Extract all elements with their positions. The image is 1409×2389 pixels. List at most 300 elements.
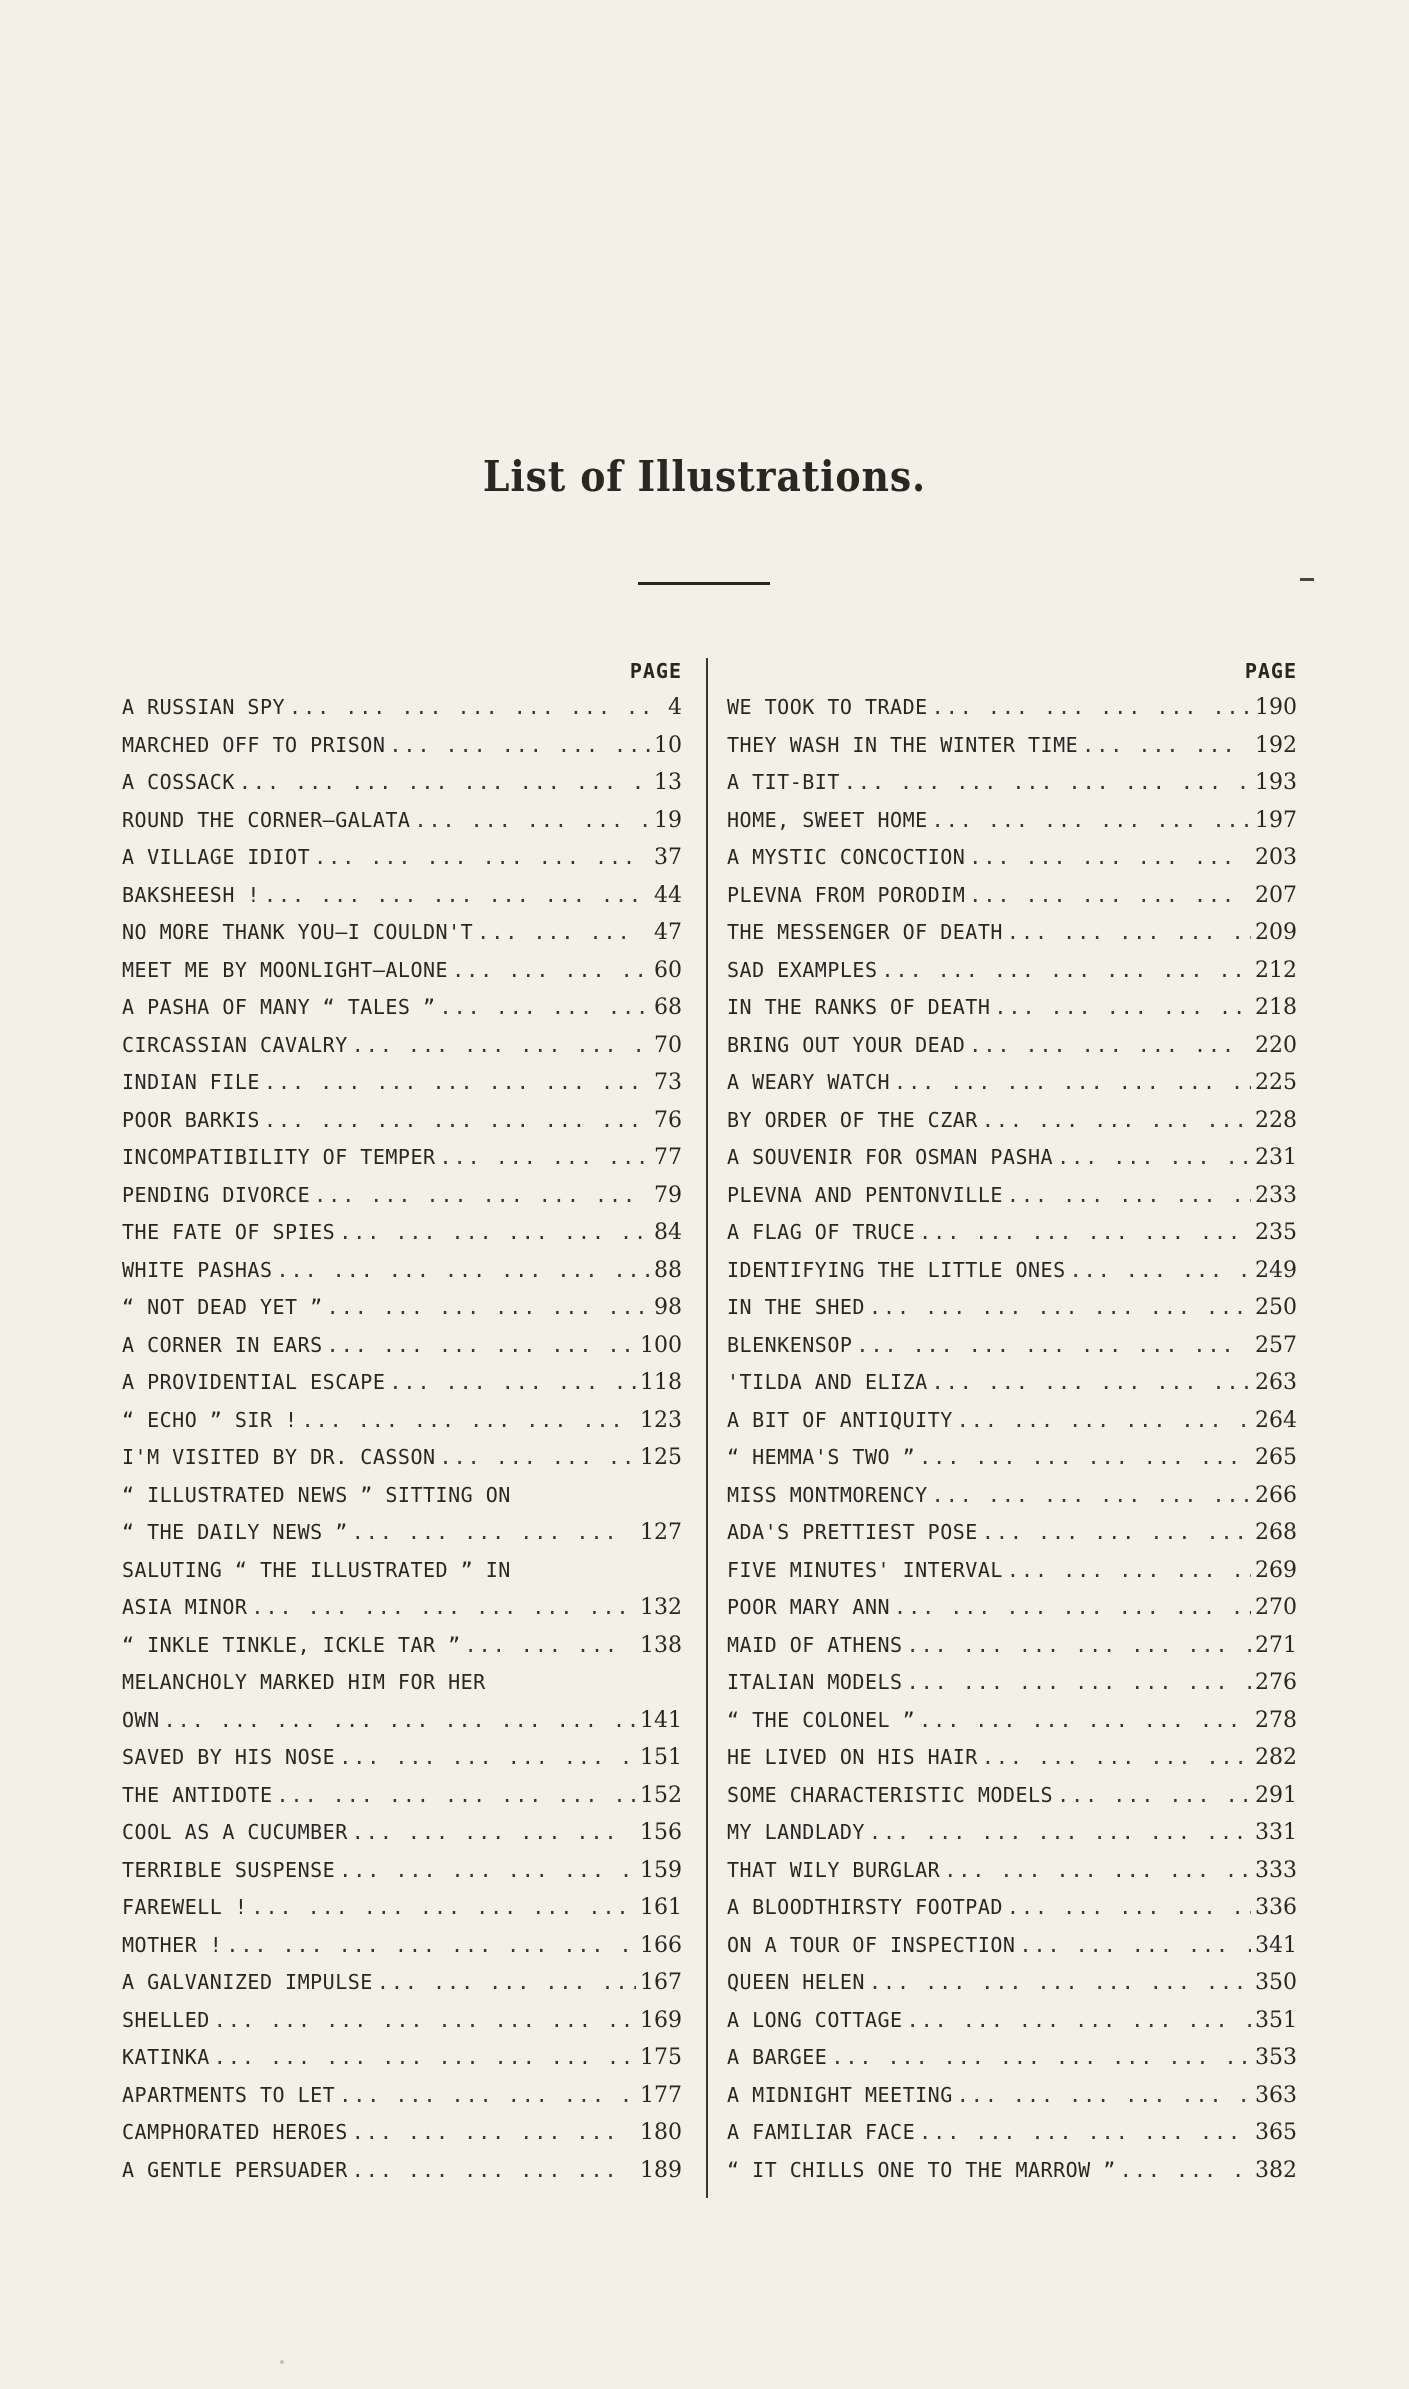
list-item xyxy=(727,1889,1297,1927)
illustration-title: IN THE SHED xyxy=(727,1295,865,1319)
page-number: 118 xyxy=(640,1370,682,1395)
dot-leader xyxy=(251,1589,636,1627)
list-item xyxy=(122,2114,682,2152)
page-number: 228 xyxy=(1255,1107,1297,1133)
illustration-title: A FLAG OF TRUCE xyxy=(727,1220,916,1244)
illustration-title: “ THE COLONEL ” xyxy=(727,1707,916,1732)
dot-leader xyxy=(831,2039,1251,2077)
list-item xyxy=(727,2002,1297,2040)
list-item xyxy=(727,1102,1297,1140)
page-number: 257 xyxy=(1255,1332,1297,1358)
illustration-title: HE LIVED ON HIS HAIR xyxy=(727,1745,978,1769)
illustration-title: WE TOOK TO TRADE xyxy=(727,695,928,719)
list-item xyxy=(122,689,682,727)
dot-leader xyxy=(994,989,1251,1027)
list-item xyxy=(122,839,682,877)
illustration-title: A WEARY WATCH xyxy=(727,1070,891,1094)
paper-speck xyxy=(280,2360,284,2364)
dot-leader xyxy=(289,689,654,727)
illustration-title: MAID OF ATHENS xyxy=(727,1632,903,1657)
dot-leader xyxy=(339,2077,636,2115)
dot-leader xyxy=(969,839,1251,877)
list-item xyxy=(122,1327,682,1365)
page-number: 19 xyxy=(654,807,682,833)
illustration-title: SHELLED xyxy=(122,2007,210,2032)
page-number: 70 xyxy=(654,1032,682,1058)
title-rule xyxy=(638,582,770,585)
page-number: 249 xyxy=(1255,1257,1297,1283)
illustration-title: A LONG COTTAGE xyxy=(727,2007,903,2032)
page-number: 123 xyxy=(640,1407,682,1433)
illustration-title: A MIDNIGHT MEETING xyxy=(727,2082,953,2107)
column-divider xyxy=(706,658,708,2198)
page-number: 363 xyxy=(1255,2082,1297,2108)
dot-leader xyxy=(440,1139,650,1177)
page-number: 4 xyxy=(668,695,682,720)
list-item xyxy=(122,952,682,990)
dot-leader xyxy=(919,1702,1251,1740)
dot-leader xyxy=(1019,1927,1251,1965)
illustration-title: 'TILDA AND ELIZA xyxy=(727,1370,928,1394)
illustration-title: THE FATE OF SPIES xyxy=(122,1220,336,1244)
list-item xyxy=(122,1927,682,1965)
page-number: 13 xyxy=(654,770,682,795)
page-number: 270 xyxy=(1255,1595,1297,1620)
page-number: 269 xyxy=(1255,1557,1297,1583)
illustration-title: A SOUVENIR FOR OSMAN PASHA xyxy=(727,1145,1054,1169)
page-number: 365 xyxy=(1255,2120,1297,2145)
dot-leader xyxy=(440,989,650,1027)
illustration-title: POOR MARY ANN xyxy=(727,1595,891,1619)
list-item xyxy=(727,802,1297,840)
page-number: 382 xyxy=(1255,2157,1297,2183)
page-number: 225 xyxy=(1255,1070,1297,1095)
list-item xyxy=(727,1439,1297,1477)
dot-leader xyxy=(164,1702,636,1740)
list-item xyxy=(727,1327,1297,1365)
illustration-title: FAREWELL ! xyxy=(122,1895,248,1919)
dot-leader xyxy=(1007,1177,1251,1215)
illustration-title: “ ILLUSTRATED NEWS ” SITTING ON xyxy=(122,1482,511,1507)
list-item xyxy=(122,764,682,802)
illustration-title: HOME, SWEET HOME xyxy=(727,807,928,832)
list-item xyxy=(727,2077,1297,2115)
page-number: 336 xyxy=(1255,1895,1297,1920)
dot-leader xyxy=(327,1289,650,1327)
dot-leader xyxy=(339,1214,650,1252)
list-item xyxy=(727,2039,1297,2077)
page-number: 268 xyxy=(1255,1520,1297,1545)
list-item xyxy=(727,1589,1297,1627)
illustration-title: “ IT CHILLS ONE TO THE MARROW ” xyxy=(727,2157,1116,2182)
page-number: 250 xyxy=(1255,1295,1297,1320)
illustration-title: INCOMPATIBILITY OF TEMPER xyxy=(122,1145,436,1169)
page-number: 84 xyxy=(654,1220,682,1245)
page-column-header: PAGE xyxy=(629,659,682,683)
page-number: 265 xyxy=(1255,1445,1297,1470)
page-number: 141 xyxy=(640,1707,682,1733)
list-item xyxy=(122,1514,682,1552)
list-item xyxy=(122,1364,682,1402)
list-item xyxy=(122,1664,682,1702)
dot-leader xyxy=(414,802,650,840)
page-number: 76 xyxy=(654,1107,682,1133)
page-number: 156 xyxy=(640,1820,682,1845)
page-number: 282 xyxy=(1255,1745,1297,1770)
page-number: 190 xyxy=(1255,695,1297,720)
dot-leader xyxy=(982,1739,1251,1777)
page-number: 125 xyxy=(640,1445,682,1470)
illustration-title: ROUND THE CORNER—GALATA xyxy=(122,807,411,832)
page-number: 197 xyxy=(1255,807,1297,833)
dot-leader xyxy=(1120,2152,1251,2190)
dot-leader xyxy=(352,1027,650,1065)
page-number: 161 xyxy=(640,1895,682,1920)
page-number: 350 xyxy=(1255,1970,1297,1995)
illustration-title: BAKSHEESH ! xyxy=(122,882,260,907)
illustration-title: TERRIBLE SUSPENSE xyxy=(122,1857,336,1882)
dot-leader xyxy=(264,1064,650,1102)
list-item xyxy=(727,1814,1297,1852)
illustration-title: A BLOODTHIRSTY FOOTPAD xyxy=(727,1895,1003,1919)
page-number: 77 xyxy=(654,1145,682,1170)
list-item xyxy=(122,1739,682,1777)
list-item xyxy=(122,1439,682,1477)
page-number: 231 xyxy=(1255,1145,1297,1170)
page-number: 10 xyxy=(654,732,682,758)
dot-leader xyxy=(377,1964,636,2002)
illustration-title: ON A TOUR OF INSPECTION xyxy=(727,1932,1016,1957)
list-item xyxy=(727,1477,1297,1515)
illustration-title: SAVED BY HIS NOSE xyxy=(122,1745,336,1769)
list-item xyxy=(727,727,1297,765)
dot-leader xyxy=(882,952,1252,990)
dot-leader xyxy=(932,802,1251,840)
page-number: 209 xyxy=(1255,920,1297,945)
dot-leader xyxy=(339,1852,636,1890)
illustration-title: COOL AS A CUCUMBER xyxy=(122,1820,348,1844)
page-number: 218 xyxy=(1255,995,1297,1020)
dot-leader xyxy=(264,877,650,915)
list-item xyxy=(122,1589,682,1627)
list-item xyxy=(122,914,682,952)
dot-leader xyxy=(1007,1889,1251,1927)
illustration-title: A MYSTIC CONCOCTION xyxy=(727,845,966,869)
list-item xyxy=(122,1064,682,1102)
dot-leader xyxy=(277,1252,651,1290)
dot-leader xyxy=(969,1027,1251,1065)
page-number: 220 xyxy=(1255,1032,1297,1058)
list-item xyxy=(727,1027,1297,1065)
illustration-title: IN THE RANKS OF DEATH xyxy=(727,995,991,1019)
list-item xyxy=(727,952,1297,990)
illustration-title: NO MORE THANK YOU—I COULDN'T xyxy=(122,920,474,944)
list-item xyxy=(122,877,682,915)
page-number: 331 xyxy=(1255,1820,1297,1845)
illustration-title: THE MESSENGER OF DEATH xyxy=(727,920,1003,944)
illustration-title: A BARGEE xyxy=(727,2045,828,2069)
list-item xyxy=(727,1739,1297,1777)
list-item xyxy=(122,1102,682,1140)
list-item xyxy=(727,1214,1297,1252)
dot-leader xyxy=(894,1064,1251,1102)
illustration-title: OWN xyxy=(122,1707,160,1732)
dot-leader xyxy=(477,914,650,952)
illustration-title: INDIAN FILE xyxy=(122,1070,260,1094)
list-item xyxy=(727,1402,1297,1440)
page-number: 333 xyxy=(1255,1857,1297,1883)
illustration-title: THE ANTIDOTE xyxy=(122,1782,273,1807)
list-item xyxy=(122,1139,682,1177)
illustration-title: THEY WASH IN THE WINTER TIME xyxy=(727,732,1079,757)
dot-leader xyxy=(957,1402,1251,1440)
page-number: 271 xyxy=(1255,1632,1297,1658)
page-number: 127 xyxy=(640,1520,682,1545)
dot-leader xyxy=(264,1102,650,1140)
page-number: 166 xyxy=(640,1932,682,1958)
list-item xyxy=(122,1964,682,2002)
list-item xyxy=(122,1852,682,1890)
list-item xyxy=(727,764,1297,802)
illustration-title: “ HEMMA'S TWO ” xyxy=(727,1445,916,1469)
page-number: 192 xyxy=(1255,732,1297,758)
dot-leader xyxy=(869,1289,1251,1327)
list-item xyxy=(122,2039,682,2077)
page-number: 264 xyxy=(1255,1407,1297,1433)
dot-leader xyxy=(277,1777,637,1815)
list-item xyxy=(727,1552,1297,1590)
list-item xyxy=(122,1552,682,1590)
page-number: 79 xyxy=(654,1182,682,1208)
illustration-title: MARCHED OFF TO PRISON xyxy=(122,732,386,757)
illustration-title: A FAMILIAR FACE xyxy=(727,2120,916,2144)
list-item xyxy=(122,1702,682,1740)
list-item xyxy=(122,1289,682,1327)
illustration-title: APARTMENTS TO LET xyxy=(122,2082,336,2107)
dot-leader xyxy=(907,1664,1251,1702)
dot-leader xyxy=(1057,1139,1251,1177)
dot-leader xyxy=(389,1364,636,1402)
list-item xyxy=(727,1364,1297,1402)
dot-leader xyxy=(919,1214,1251,1252)
page-number: 152 xyxy=(640,1782,682,1808)
illustration-title: “ NOT DEAD YET ” xyxy=(122,1295,323,1319)
page-number: 233 xyxy=(1255,1182,1297,1208)
illustration-title: A COSSACK xyxy=(122,770,235,794)
illustration-title: ADA'S PRETTIEST POSE xyxy=(727,1520,978,1544)
dot-leader xyxy=(982,1102,1251,1140)
dot-leader xyxy=(969,877,1251,915)
illustration-title: “ INKLE TINKLE, ICKLE TAR ” xyxy=(122,1632,461,1657)
page-number: 169 xyxy=(640,2007,682,2033)
list-item xyxy=(727,1927,1297,1965)
illustration-title: A GALVANIZED IMPULSE xyxy=(122,1970,373,1994)
list-item xyxy=(122,989,682,1027)
list-item xyxy=(727,839,1297,877)
illustration-title: ASIA MINOR xyxy=(122,1595,248,1619)
list-item xyxy=(727,1139,1297,1177)
list-item xyxy=(727,1289,1297,1327)
page-number: 138 xyxy=(640,1632,682,1658)
list-item xyxy=(122,1027,682,1065)
page-number: 353 xyxy=(1255,2045,1297,2070)
page-number: 177 xyxy=(640,2082,682,2108)
dot-leader xyxy=(302,1402,636,1440)
illustration-title: MELANCHOLY MARKED HIM FOR HER xyxy=(122,1670,486,1694)
illustration-title: I'M VISITED BY DR. CASSON xyxy=(122,1445,436,1469)
illustration-title: MOTHER ! xyxy=(122,1932,223,1957)
illustration-title: A CORNER IN EARS xyxy=(122,1332,323,1357)
dot-leader xyxy=(251,1889,636,1927)
list-item xyxy=(122,1214,682,1252)
illustration-title: CIRCASSIAN CAVALRY xyxy=(122,1032,348,1057)
list-item xyxy=(727,914,1297,952)
list-item xyxy=(727,1852,1297,1890)
list-item xyxy=(122,1627,682,1665)
list-item xyxy=(727,1514,1297,1552)
illustration-title: KATINKA xyxy=(122,2045,210,2069)
dot-leader xyxy=(944,1852,1251,1890)
list-item xyxy=(122,727,682,765)
list-item xyxy=(122,1777,682,1815)
illustration-title: SOME CHARACTERISTIC MODELS xyxy=(727,1782,1054,1807)
list-item xyxy=(727,1177,1297,1215)
dot-leader xyxy=(856,1327,1251,1365)
list-item xyxy=(122,802,682,840)
list-item xyxy=(727,1627,1297,1665)
dot-leader xyxy=(327,1327,636,1365)
page-number: 167 xyxy=(640,1970,682,1995)
dot-leader xyxy=(1007,1552,1251,1590)
illustration-title: BRING OUT YOUR DEAD xyxy=(727,1032,966,1057)
dot-leader xyxy=(352,1514,636,1552)
list-item xyxy=(727,689,1297,727)
dot-leader xyxy=(352,1814,636,1852)
page-number: 159 xyxy=(640,1857,682,1883)
illustration-title: QUEEN HELEN xyxy=(727,1970,865,1994)
dot-leader xyxy=(869,1814,1251,1852)
page-number: 207 xyxy=(1255,882,1297,908)
illustration-title: ITALIAN MODELS xyxy=(727,1670,903,1694)
illustration-title: THAT WILY BURGLAR xyxy=(727,1857,941,1882)
dot-leader xyxy=(1007,914,1251,952)
page-number: 88 xyxy=(654,1257,682,1283)
dot-leader xyxy=(919,2114,1251,2152)
list-item xyxy=(727,1064,1297,1102)
page-number: 266 xyxy=(1255,1482,1297,1508)
dot-leader xyxy=(314,839,650,877)
list-item xyxy=(727,1777,1297,1815)
dot-leader xyxy=(1082,727,1251,765)
dot-leader xyxy=(957,2077,1251,2115)
list-item xyxy=(727,2152,1297,2190)
list-item xyxy=(122,1889,682,1927)
illustration-title: A BIT OF ANTIQUITY xyxy=(727,1407,953,1432)
list-item xyxy=(122,2002,682,2040)
list-item xyxy=(122,1814,682,1852)
list-item xyxy=(122,1477,682,1515)
page-number: 193 xyxy=(1255,770,1297,795)
illustration-title: “ ECHO ” SIR ! xyxy=(122,1407,298,1432)
dot-leader xyxy=(352,2114,636,2152)
page-number: 73 xyxy=(654,1070,682,1095)
list-item xyxy=(122,2077,682,2115)
illustration-title: “ THE DAILY NEWS ” xyxy=(122,1520,348,1544)
page-number: 68 xyxy=(654,995,682,1020)
page-number: 278 xyxy=(1255,1707,1297,1733)
illustration-title: MISS MONTMORENCY xyxy=(727,1482,928,1507)
illustrations-list-right xyxy=(727,653,1297,2189)
dot-leader xyxy=(932,1477,1251,1515)
list-item xyxy=(727,1252,1297,1290)
page-column-header: PAGE xyxy=(1244,659,1297,683)
illustration-title: A TIT-BIT xyxy=(727,770,840,794)
illustration-title: FIVE MINUTES' INTERVAL xyxy=(727,1557,1003,1582)
dot-leader xyxy=(314,1177,650,1215)
dot-leader xyxy=(932,689,1251,727)
illustration-title: PENDING DIVORCE xyxy=(122,1182,311,1207)
illustration-title: A RUSSIAN SPY xyxy=(122,695,286,719)
list-item xyxy=(122,1252,682,1290)
page-title: List of Illustrations. xyxy=(482,452,927,501)
illustration-title: IDENTIFYING THE LITTLE ONES xyxy=(727,1257,1066,1282)
page-number: 276 xyxy=(1255,1670,1297,1695)
page-number: 189 xyxy=(640,2157,682,2183)
dot-leader xyxy=(226,1927,636,1965)
dot-leader xyxy=(1057,1777,1251,1815)
list-item xyxy=(122,2152,682,2190)
list-item xyxy=(727,1702,1297,1740)
page-number: 203 xyxy=(1255,845,1297,870)
illustration-title: PLEVNA FROM PORODIM xyxy=(727,882,966,907)
dot-leader xyxy=(1070,1252,1251,1290)
dot-leader xyxy=(907,2002,1251,2040)
dot-leader xyxy=(239,764,650,802)
illustration-title: CAMPHORATED HEROES xyxy=(122,2120,348,2144)
dot-leader xyxy=(982,1514,1251,1552)
list-item xyxy=(727,877,1297,915)
dot-leader xyxy=(919,1439,1251,1477)
illustration-title: A GENTLE PERSUADER xyxy=(122,2157,348,2182)
page-number: 291 xyxy=(1255,1782,1297,1808)
illustration-title: A PROVIDENTIAL ESCAPE xyxy=(122,1370,386,1394)
illustration-title: MEET ME BY MOONLIGHT—ALONE xyxy=(122,957,449,982)
list-item xyxy=(727,2114,1297,2152)
illustration-title: A VILLAGE IDIOT xyxy=(122,845,311,869)
page-number: 60 xyxy=(654,957,682,983)
page-number: 37 xyxy=(654,845,682,870)
dot-leader xyxy=(440,1439,636,1477)
illustration-title: BY ORDER OF THE CZAR xyxy=(727,1107,978,1132)
page-number: 151 xyxy=(640,1745,682,1770)
page-number: 341 xyxy=(1255,1932,1297,1958)
list-item xyxy=(122,1402,682,1440)
page-number: 100 xyxy=(640,1332,682,1358)
page-number: 180 xyxy=(640,2120,682,2145)
page-number: 175 xyxy=(640,2045,682,2070)
illustration-title: PLEVNA AND PENTONVILLE xyxy=(727,1182,1003,1207)
illustration-title: WHITE PASHAS xyxy=(122,1257,273,1282)
illustration-title: MY LANDLADY xyxy=(727,1820,865,1844)
dot-leader xyxy=(214,2002,636,2040)
dot-leader xyxy=(869,1964,1251,2002)
page-number: 212 xyxy=(1255,957,1297,983)
page-number: 132 xyxy=(640,1595,682,1620)
dot-leader xyxy=(465,1627,636,1665)
dot-leader xyxy=(339,1739,636,1777)
page-number: 44 xyxy=(654,882,682,908)
list-item xyxy=(727,989,1297,1027)
